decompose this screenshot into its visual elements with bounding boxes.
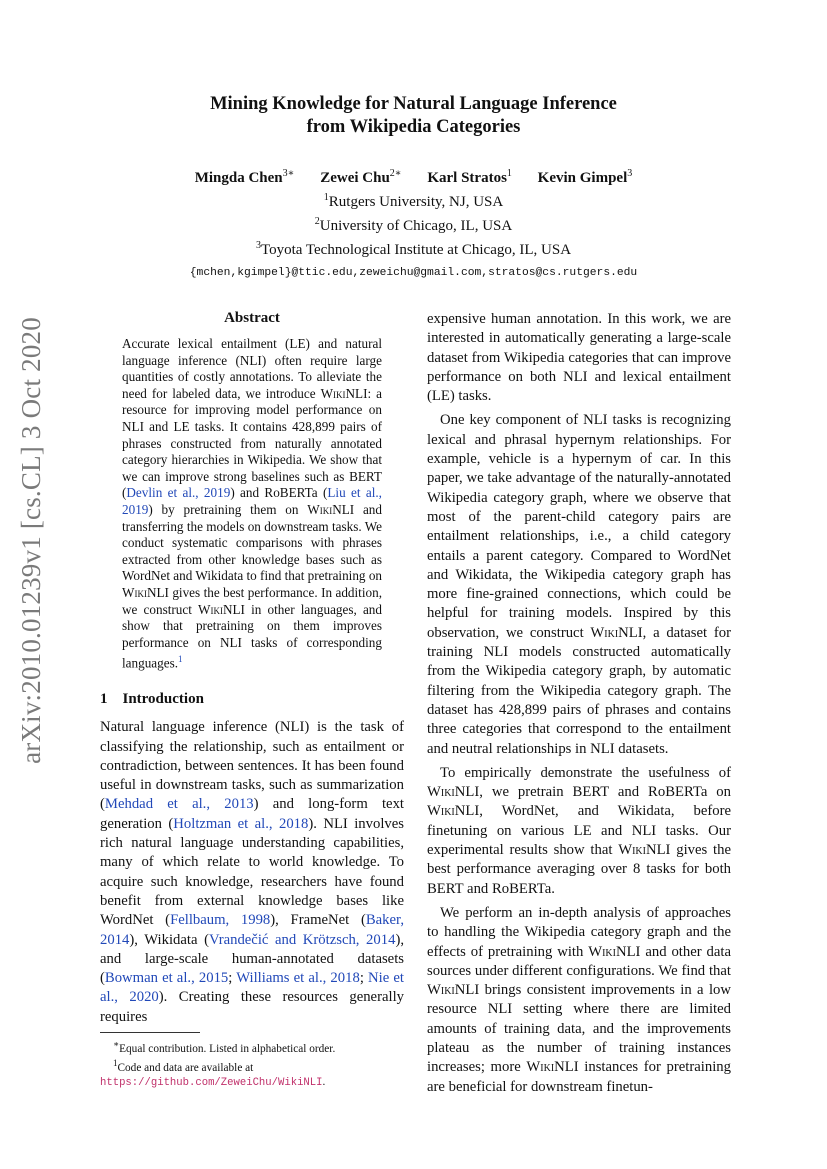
intro-paragraph-3: To empirically demonstrate the usefulness of WikiNLI, we pretrain BERT and RoBERTa on WikiNLI, WordNet, and Wikidata, before finetuning on various LE and NLI tasks. Our experimental results show that WikiNLI gives the best performance averaging over 8 tasks for both BERT and RoBERTa.: [427, 764, 731, 897]
right-column: [427, 310, 731, 1097]
citation-link[interactable]: Bowman et al., 2015: [104, 970, 229, 987]
footnote-code: $^1$Code and data are available at https://github.com/ZeweiChu/WikiNLI.: [100, 1057, 326, 1089]
citation-link[interactable]: Fellbaum, 1998: [170, 912, 271, 929]
author: [195, 170, 295, 186]
author-name: Mingda Chen: [194, 170, 283, 186]
citation-link[interactable]: Devlin et al., 2019: [126, 485, 231, 501]
author-affil-mark: 2∗: [389, 168, 402, 179]
author: [320, 170, 401, 186]
abstract-heading: Abstract: [224, 310, 280, 326]
github-link[interactable]: https://github.com/ZeweiChu/WikiNLI: [100, 1076, 323, 1089]
footnote-link[interactable]: 1: [178, 654, 183, 665]
title-line-2: from Wikipedia Categories: [306, 117, 521, 137]
footnote-divider: [100, 1032, 200, 1033]
affiliation: $^3$Toyota Technological Institute at Chicago, IL, USA: [255, 240, 572, 258]
intro-paragraph-1-continued: expensive human annotation. In this work, we are interested in automatically generating a large-scale dataset from Wikipedia categories that can improve performance on both NLI and lexical entailment (LE) tasks.: [427, 311, 731, 405]
citation-link[interactable]: Vrandečić and Krötzsch, 2014: [208, 931, 396, 948]
intro-paragraph-1: Natural language inference (NLI) is the task of classifying the relationship, such as entailment or contradiction, between sentences. It has been found useful in downstream tasks, such as summarization (Mehdad et al., 2013) and long-form text generation (Holtzman et al., 2018). NLI involves rich natural language understanding capabilities, many of which relate to world knowledge. To acquire such knowledge, researchers have found benefit from external knowledge bases like WordNet (Fellbaum, 1998), FrameNet (Baker, 2014), Wikidata (Vrandečić and Krötzsch, 2014), and large-scale human-annotated datasets (Bowman et al., 2015; Williams et al., 2018; Nie et al., 2020). Creating these resources generally requires: [100, 719, 405, 1025]
author-name: Kevin Gimpel: [537, 170, 628, 186]
title-line-1: Mining Knowledge for Natural Language Inference: [210, 94, 617, 114]
author-name: Zewei Chu: [320, 170, 390, 186]
author-block: [0, 164, 827, 283]
author: [538, 170, 633, 186]
left-column: [100, 308, 404, 1090]
citation-link[interactable]: Liu et al., 2019: [122, 485, 382, 517]
arxiv-identifier: arXiv:2010.01239v1 [cs.CL] 3 Oct 2020: [15, 316, 46, 764]
citation-link[interactable]: Nie et al., 2020: [100, 970, 404, 1006]
citation-link[interactable]: Baker, 2014: [100, 912, 404, 948]
footnote-equal-contribution: ∗Equal contribution. Listed in alphabetical order.: [113, 1039, 336, 1055]
author-names: [0, 164, 827, 188]
citation-link[interactable]: Mehdad et al., 2013: [104, 796, 254, 813]
citation-link[interactable]: Williams et al., 2018: [236, 970, 360, 987]
citation-link[interactable]: Holtzman et al., 2018: [173, 815, 309, 832]
abstract-text: Accurate lexical entailment (LE) and natural language inference (NLI) often require large quantities of costly annotations. To alleviate the need for labeled data, we introduce WikiNLI: a resource for improving model performance on NLI and LE tasks. It contains 428,899 pairs of phrases constructed from naturally annotated category hierarchies in Wikipedia. We show that we can improve strong baselines such as BERT (Devlin et al., 2019) and RoBERTa (Liu et al., 2019) by pretraining them on WikiNLI and transferring the models on downstream tasks. We conduct systematic comparisons with phrases extracted from other knowledge bases such as WordNet and Wikidata to find that pretraining on WikiNLI gives the best performance. In addition, we construct WikiNLI in other languages, and show that pretraining on them improves performance on NLI tasks of corresponding languages.$^1$: [122, 336, 383, 671]
author-affil-mark: 3: [627, 168, 633, 179]
author-emails: {mchen,kgimpel}@ttic.edu,zeweichu@gmail.com,stratos@cs.rutgers.edu: [189, 267, 638, 279]
author-affil-mark: 1: [506, 168, 512, 179]
arxiv-sidebar: [3, 316, 59, 764]
paper-title: [0, 93, 827, 139]
wikinli-name: WikiNLI: [320, 385, 368, 401]
footnotes: [100, 1037, 404, 1090]
affiliation: $^1$Rutgers University, NJ, USA: [323, 192, 504, 210]
author-affil-mark: 3∗: [282, 168, 295, 179]
section-heading-introduction: 1 Introduction: [100, 691, 204, 708]
intro-paragraph-4: We perform an in-depth analysis of approaches to handling the Wikipedia category graph and the effects of pretraining with WikiNLI and other data sources under different configurations. We find that WikiNLI brings consistent improvements in a low resource NLI setting where there are limited amounts of training data, and the improvements plateau as the number of training instances increases; more WikiNLI instances for pretraining are beneficial for downstream finetun-: [427, 904, 731, 1095]
author-name: Karl Stratos: [427, 170, 507, 186]
affiliation: $^2$University of Chicago, IL, USA: [314, 216, 513, 234]
author: [427, 170, 512, 186]
intro-paragraph-2: One key component of NLI tasks is recognizing lexical and phrasal hypernym relationships. For example, vehicle is a hypernym of car. In this paper, we take advantage of the naturally-annotated Wikipedia category graph, where we observe that most of the parent-child category pairs are entailment relationships, i.e., a child category entails a parent category. Compared to WordNet and Wikidata, the Wikipedia category graph has more fine-grained connections, which could be helpful for training models. Inspired by this observation, we construct WikiNLI, a dataset for training NLI models constructed automatically from the Wikipedia category graph, by automatic filtering from the Wikipedia category graph. The dataset has 428,899 pairs of phrases and contains three categories that correspond to the entailment and neutral relationships in NLI datasets.: [427, 412, 731, 757]
